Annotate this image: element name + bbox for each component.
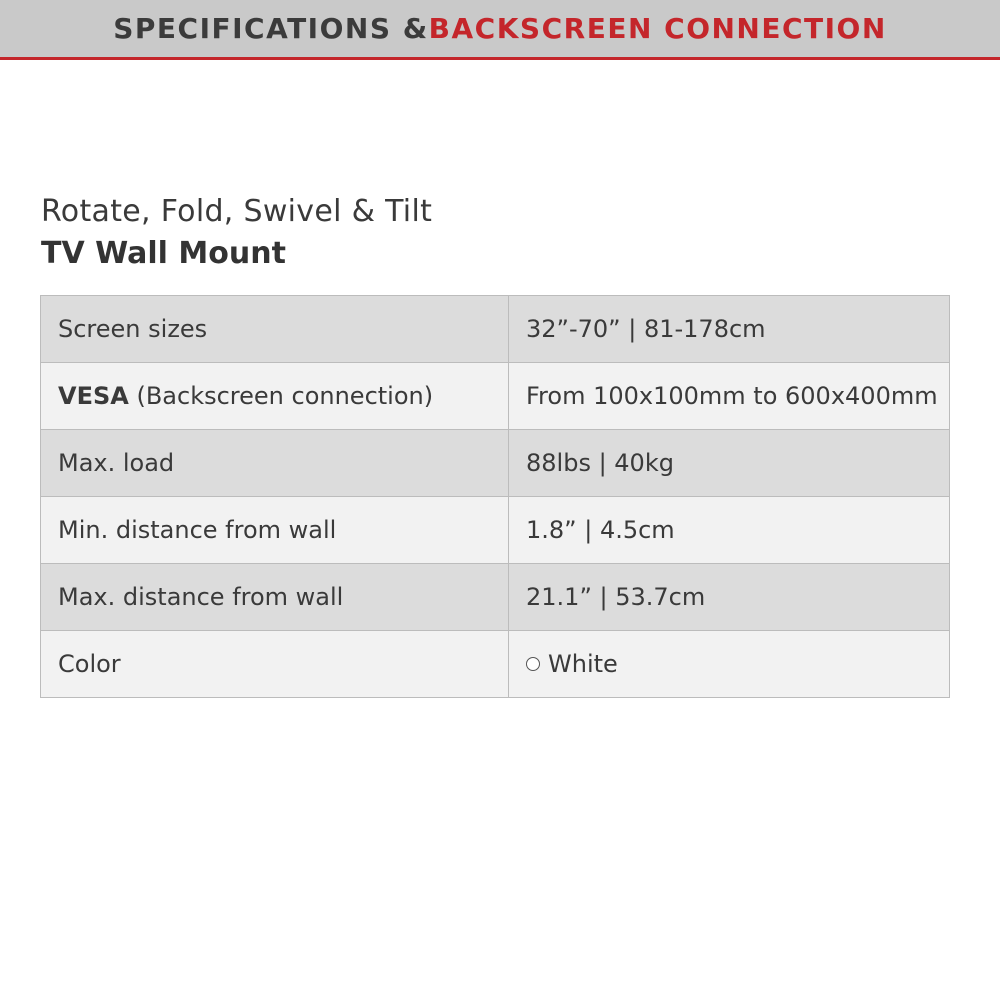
spec-value: 21.1” | 53.7cm xyxy=(509,564,950,631)
spec-label: Min. distance from wall xyxy=(41,497,509,564)
product-title: TV Wall Mount xyxy=(41,236,286,271)
spec-label: Max. load xyxy=(41,430,509,497)
spec-row-screen-sizes xyxy=(41,296,950,363)
spec-row-min-distance xyxy=(41,497,950,564)
spec-label-bold: VESA xyxy=(58,382,129,410)
spec-label: Max. distance from wall xyxy=(41,564,509,631)
specifications-table xyxy=(40,295,950,698)
color-value-text: White xyxy=(548,650,618,678)
header-title-plain: SPECIFICATIONS & xyxy=(113,12,429,45)
spec-value: 32”-70” | 81-178cm xyxy=(509,296,950,363)
spec-row-max-load xyxy=(41,430,950,497)
spec-row-color xyxy=(41,631,950,698)
spec-row-max-distance xyxy=(41,564,950,631)
spec-label: Screen sizes xyxy=(41,296,509,363)
spec-value: 88lbs | 40kg xyxy=(509,430,950,497)
spec-value: From 100x100mm to 600x400mm xyxy=(509,363,950,430)
header-title-accent: BACKSCREEN CONNECTION xyxy=(428,12,887,45)
spec-value: 1.8” | 4.5cm xyxy=(509,497,950,564)
spec-label xyxy=(41,363,509,430)
product-title-block xyxy=(41,190,432,274)
product-subtitle: Rotate, Fold, Swivel & Tilt xyxy=(41,194,433,229)
spec-label: Color xyxy=(41,631,509,698)
spec-label-rest: (Backscreen connection) xyxy=(128,382,434,410)
spec-row-vesa xyxy=(41,363,950,430)
spec-value-color xyxy=(509,631,950,698)
color-swatch-icon xyxy=(526,657,540,671)
section-header xyxy=(0,0,1000,60)
